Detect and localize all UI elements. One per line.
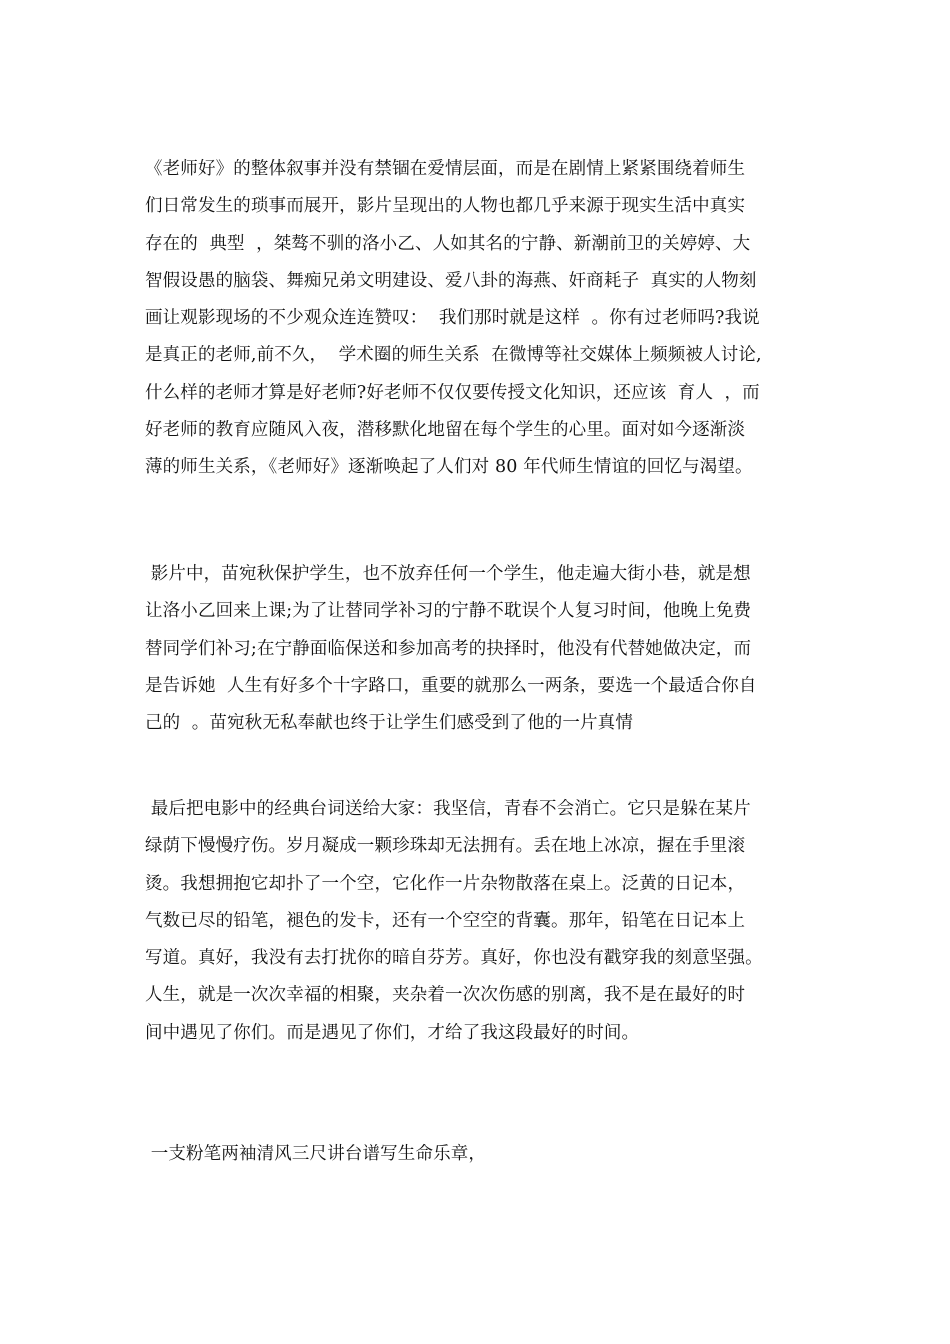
text-line: 一支粉笔两袖清风三尺讲台谱写生命乐章， — [145, 1144, 487, 1164]
text-line: 什么样的老师才算是好老师?好老师不仅仅要传授文化知识，还应该 育人 ，而 — [145, 382, 760, 403]
text-line: 人生，就是一次次幸福的相聚，夹杂着一次次伤感的别离，我不是在最好的时 — [145, 985, 746, 1006]
text-line: 烫。我想拥抱它却扑了一个空，它化作一片杂物散落在桌上。泛黄的日记本， — [145, 873, 746, 894]
text-line: 影片中，苗宛秋保护学生，也不放弃任何一个学生，他走遍大街小巷，就是想 — [145, 564, 751, 584]
text-line: 替同学们补习;在宁静面临保送和参加高考的抉择时，他没有代替她做决定，而 — [145, 638, 752, 659]
text-line: 是真正的老师,前不久， 学术圈的师生关系 在微博等社交媒体上频频被人讨论, — [145, 345, 762, 366]
text-line: 智假设愚的脑袋、舞痴兄弟文明建设、爱八卦的海燕、奸商耗子 真实的人物刻 — [145, 270, 757, 291]
paragraph-teacher-deeds — [145, 556, 815, 742]
paragraph-intro — [145, 151, 815, 487]
text-line: 让洛小乙回来上课;为了让替同学补习的宁静不耽误个人复习时间，他晚上免费 — [145, 601, 752, 622]
text-line: 是告诉她 人生有好多个十字路口，重要的就那么一两条，要选一个最适合你自 — [145, 675, 757, 696]
text-line: 己的 。苗宛秋无私奉献也终于让学生们感受到了他的一片真情 — [145, 713, 633, 734]
text-line: 好老师的教育应随风入夜，潜移默化地留在每个学生的心里。面对如今逐渐淡 — [145, 420, 746, 441]
text-line: 画让观影现场的不少观众连连赞叹： 我们那时就是这样 。你有过老师吗?我说 — [145, 308, 760, 329]
text-line: 薄的师生关系，《老师好》逐渐唤起了人们对 80 年代师生情谊的回忆与渴望。 — [145, 457, 753, 478]
text-line: 存在的 典型 ，桀骜不驯的洛小乙、人如其名的宁静、新潮前卫的关婷婷、大 — [145, 233, 751, 254]
text-line: 们日常发生的琐事而展开，影片呈现出的人物也都几乎来源于现实生活中真实 — [145, 196, 746, 217]
text-line: 最后把电影中的经典台词送给大家：我坚信，青春不会消亡。它只是躲在某片 — [145, 799, 751, 819]
text-line: 写道。真好，我没有去打扰你的暗自芬芳。真好，你也没有戳穿我的刻意坚强。 — [145, 948, 763, 969]
paragraph-movie-quote — [145, 791, 815, 1052]
paragraph-closing — [145, 1136, 815, 1173]
text-line: 气数已尽的铅笔，褪色的发卡，还有一个空空的背囊。那年，铅笔在日记本上 — [145, 910, 746, 931]
text-line: 《老师好》的整体叙事并没有禁锢在爱情层面，而是在剧情上紧紧围绕着师生 — [145, 159, 746, 179]
text-line: 绿荫下慢慢疗伤。岁月凝成一颗珍珠却无法拥有。丢在地上冰凉，握在手里滚 — [145, 836, 746, 857]
text-line: 间中遇见了你们。而是遇见了你们，才给了我这段最好的时间。 — [145, 1022, 640, 1043]
